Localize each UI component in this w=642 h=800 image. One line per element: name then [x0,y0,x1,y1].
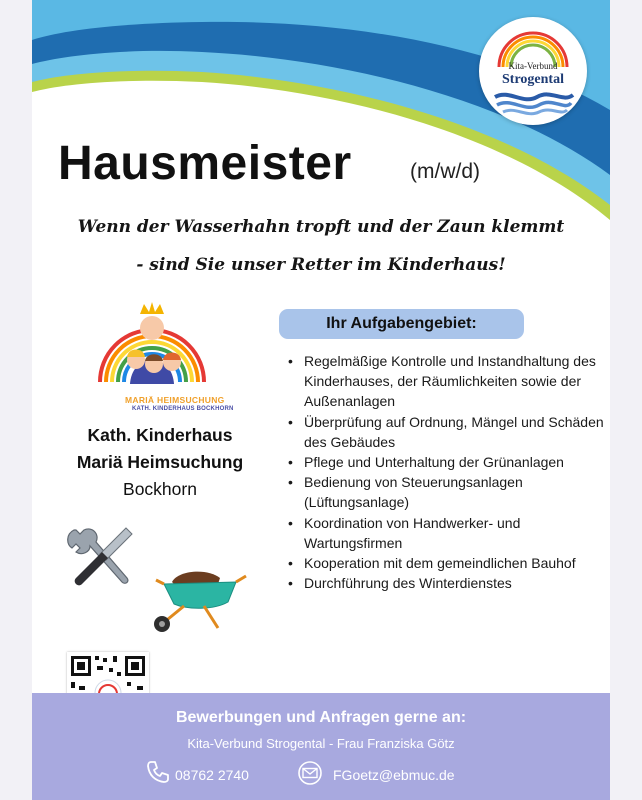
email-address[interactable]: FGoetz@ebmuc.de [333,767,455,783]
list-item: • Regelmäßige Kontrolle und Instandhaltung des Kinderhauses, der Räumlichkeiten sowie der Außenanlagen [286,351,606,412]
footer-contact-person: Kita-Verbund Strogental - Frau Franziska Götz [187,736,455,751]
tasks-header: Ihr Aufgabengebiet: [279,309,524,339]
organisation-line-3: Bockhorn [123,479,197,499]
phone-icon [145,759,171,785]
slogan-line-1: Wenn der Wasserhahn tropft und der Zaun klemmt [77,217,565,237]
slogan-line-2: - sind Sie unser Retter im Kinderhaus! [136,255,506,275]
kinderhaus-logo-image [92,302,212,394]
phone-number[interactable]: 08762 2740 [175,767,249,783]
task-list [286,351,606,593]
organisation-line-2: Mariä Heimsuchung [76,452,244,472]
logo-small-text: Kita-Verbund [508,61,558,71]
kita-verbund-logo [479,17,587,125]
footer-title: Bewerbungen und Anfragen gerne an: [175,709,467,726]
wrench-screwdriver-icon [60,522,140,592]
list-item: • Pflege und Unterhaltung der Grünanlagen [286,452,606,472]
list-item: • Überprüfung auf Ordnung, Mängel und Schäden des Gebäudes [286,412,606,452]
job-title: Hausmeister [58,137,352,190]
kinderhaus-logo-sub: KATH. KINDERHAUS BOCKHORN [132,406,234,412]
mail-icon [296,761,324,785]
logo-big-text: Strogental [502,72,564,87]
job-poster [32,0,610,800]
kinderhaus-logo-name: MARIÄ HEIMSUCHUNG [125,395,225,405]
job-title-suffix: (m/w/d) [410,160,480,183]
logo-rainbow-icon [479,17,587,125]
list-item: • Bedienung von Steuerungsanlagen (Lüftungsanlage) [286,472,606,512]
list-item: • Koordination von Handwerker- und Wartungsfirmen [286,513,606,553]
list-item: • Durchführung des Winterdienstes [286,573,606,593]
list-item: • Kooperation mit dem gemeindlichen Bauhof [286,553,606,573]
organisation-line-1: Kath. Kinderhaus [87,425,233,445]
contact-footer [32,693,610,800]
wheelbarrow-icon [144,566,248,634]
